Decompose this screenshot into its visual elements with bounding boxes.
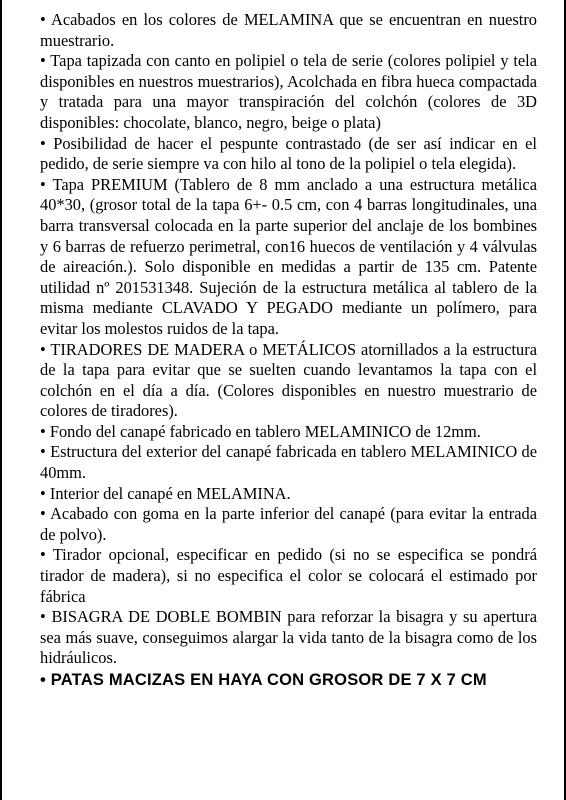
list-item: [40, 340, 537, 422]
list-item-text: Interior del canapé en MELAMINA.: [49, 483, 291, 503]
bullet: •: [40, 133, 46, 153]
bullet: •: [40, 10, 46, 29]
list-item-text: BISAGRA DE DOBLE BOMBIN para reforzar la bisagra y su apertura sea más suave, conseguimos alargar la vida tanto de la bisagra como de los hidráulicos.: [40, 607, 537, 668]
bullet: •: [40, 504, 46, 524]
list-item-highlight: [40, 670, 537, 691]
bullet: •: [40, 607, 46, 627]
list-item-text: Estructura del exterior del canapé fabricada en tablero MELAMINICO de 40mm.: [40, 442, 537, 483]
list-item: [40, 10, 537, 51]
bullet: •: [40, 421, 46, 441]
list-item: [40, 51, 537, 133]
list-item-text: TIRADORES DE MADERA o METÁLICOS atornillados a la estructura de la tapa para evitar que se suelten cuando levantamos la tapa con el colchón en el día a día. (Colores disponibles en nuestro muestrario de colores de tiradores).: [40, 339, 537, 421]
list-item: [40, 484, 537, 505]
bullet: •: [40, 545, 46, 565]
list-item-text: Acabado con goma en la parte inferior del canapé (para evitar la entrada de polvo).: [40, 504, 537, 544]
list-item-text: Fondo del canapé fabricado en tablero MELAMINICO de 12mm.: [49, 421, 481, 441]
bullet: •: [40, 671, 46, 689]
bullet: •: [40, 442, 46, 462]
list-item-text: Tirador opcional, especificar en pedido (si no se especifica se pondrá tirador de madera), si no especifica el color se colocará el estimado por fábrica: [40, 545, 537, 606]
list-item: [40, 545, 537, 607]
list-item: [40, 442, 537, 483]
list-item: [40, 134, 537, 175]
list-item-text: Posibilidad de hacer el pespunte contrastado (de ser así indicar en el pedido, de serie siempre va con hilo al tono de la polipiel o tela elegida).: [40, 133, 537, 174]
list-item: [40, 422, 537, 443]
list-item-text: PATAS MACIZAS EN HAYA CON GROSOR DE 7 X 7 CM: [50, 671, 487, 689]
bullet: •: [40, 51, 46, 71]
list-item: [40, 175, 537, 340]
list-item-text: Acabados en los colores de MELAMINA que se encuentran en nuestro muestrario.: [40, 10, 537, 50]
list-item: [40, 607, 537, 669]
bullet: •: [40, 339, 46, 359]
list-item-text: Tapa tapizada con canto en polipiel o tela de serie (colores polipiel y tela disponibles en nuestros muestrarios), Acolchada en fibra hueca compactada y tratada para una mayor transpiración del colchón (colores de 3D disponibles: chocolate, blanco, negro, beige o plata): [40, 51, 537, 132]
bullet: •: [40, 174, 46, 194]
bullet: •: [40, 483, 46, 503]
list-item: [40, 504, 537, 545]
list-item-text: Tapa PREMIUM (Tablero de 8 mm anclado a una estructura metálica 40*30, (grosor total de la tapa 6+- 0.5 cm, con 4 barras longitudinales, una barra transversal colocada en la parte superior del anclaje de los bombines y 6 barras de refuerzo perimetral, con16 huecos de ventilación y 4 válvulas de aireación.). Solo disponible en medidas a partir de 135 cm. Patente utilidad nº 201531348. Sujeción de la estructura metálica al tablero de la misma mediante CLAVADO Y PEGADO mediante un polímero, para evitar los molestos ruidos de la tapa.: [40, 174, 537, 338]
